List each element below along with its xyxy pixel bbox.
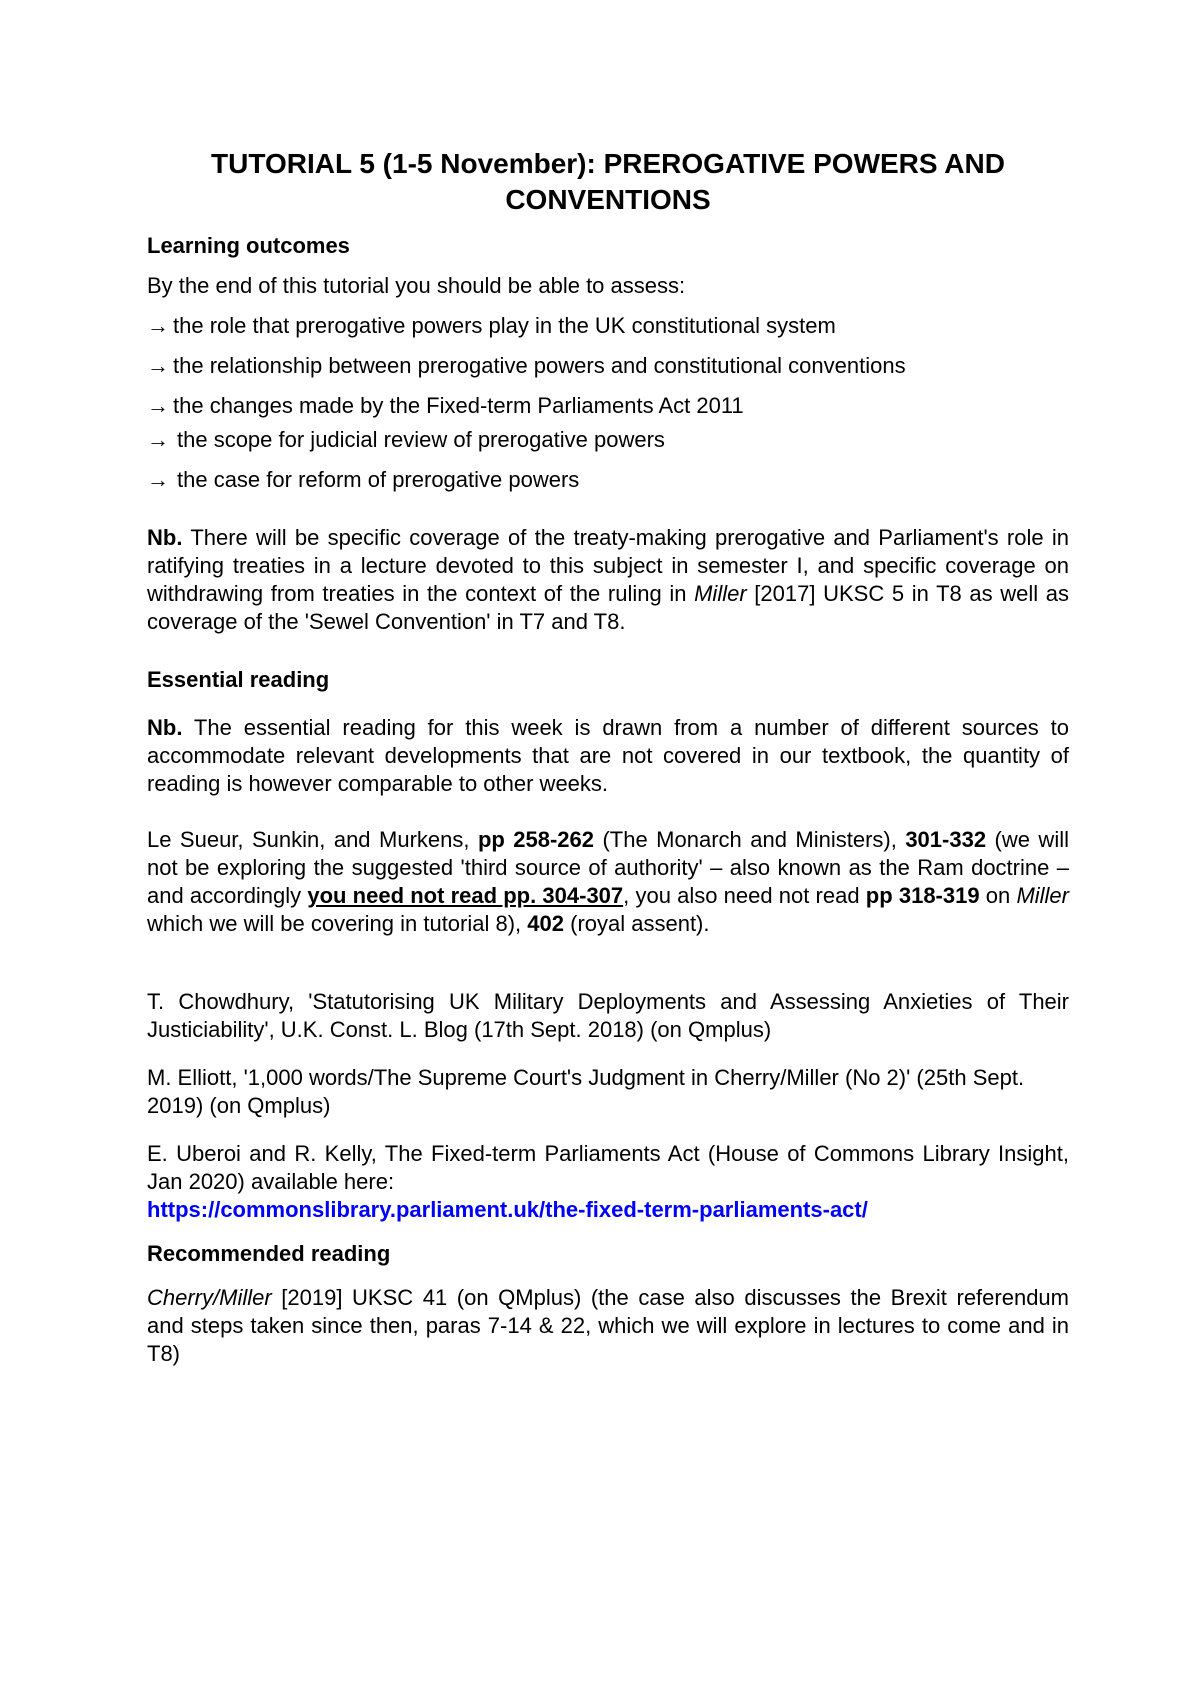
nb-text: There will be specific coverage of the treaty-making prerogative and Parliament's role in ratifying treaties in a lecture devoted to this subject in semester I, and specific coverage on withdrawing from treaties in the context of the ruling in [147, 525, 1069, 606]
reading-reference: M. Elliott, '1,000 words/The Supreme Court's Judgment in Cherry/Miller (No 2)' (25th Sept. 2019) (on Qmplus) [147, 1065, 1025, 1118]
outcome-text: the scope for judicial review of prerogative powers [177, 427, 665, 452]
arrow-icon: → [147, 313, 169, 338]
emphasis-note: you need not read pp. 304-307 [307, 883, 624, 908]
reading-reference [147, 826, 1069, 938]
case-name: Miller [694, 581, 747, 606]
essential-reading-heading: Essential reading [147, 667, 330, 692]
reading-reference [147, 1140, 1069, 1224]
nb-text: The essential reading for this week is drawn from a number of different sources to accommodate relevant developments that are not covered in our textbook, the quantity of reading is however comparable to other weeks. [147, 715, 1069, 796]
page-title [147, 146, 1069, 218]
outcome-text: the case for reform of prerogative powers [177, 467, 580, 492]
essential-nb-paragraph [147, 714, 1069, 798]
outcome-item [147, 312, 1069, 340]
arrow-icon: → [147, 427, 169, 452]
title-line-1: TUTORIAL 5 (1-5 November): PREROGATIVE POWERS AND [211, 148, 1005, 179]
page-range: pp 258-262 [477, 827, 595, 852]
ref-text: (we will not be exploring the suggested 'third source of authority' – also known as the Ram doctrine – and accordingly [147, 827, 1069, 908]
ref-text: on [979, 883, 1017, 908]
recommended-reading-heading: Recommended reading [147, 1241, 391, 1266]
case-name: Cherry/Miller [147, 1285, 272, 1310]
outcome-text: the changes made by the Fixed-term Parliaments Act 2011 [173, 393, 744, 418]
recommended-reference [147, 1284, 1069, 1368]
outcome-item [147, 352, 1069, 380]
ref-text: [2019] UKSC 41 (on QMplus) (the case also discusses the Brexit referendum and steps taken since then, paras 7-14 & 22, which we will explore in lectures to come and in T8) [147, 1285, 1069, 1366]
case-name: Miller [1016, 883, 1069, 908]
outcome-text: the role that prerogative powers play in the UK constitutional system [173, 313, 836, 338]
outcome-item [147, 466, 1069, 494]
page-range: 402 [527, 911, 564, 936]
ref-text: , you also need not read [623, 883, 866, 908]
page-range: pp 318-319 [865, 883, 980, 908]
ref-text: Le Sueur, Sunkin, and Murkens, [147, 827, 478, 852]
arrow-icon: → [147, 393, 169, 418]
nb-label: Nb. [147, 715, 183, 740]
learning-outcomes-intro: By the end of this tutorial you should be able to assess: [147, 273, 686, 298]
ref-text: (The Monarch and Ministers), [594, 827, 906, 852]
title-line-2: CONVENTIONS [505, 184, 711, 215]
ref-text: which we will be covering in tutorial 8), [147, 911, 528, 936]
page-range: 301-332 [905, 827, 987, 852]
outcome-item [147, 392, 1069, 420]
arrow-icon: → [147, 467, 169, 492]
commons-library-link[interactable]: https://commonslibrary.parliament.uk/the-fixed-term-parliaments-act/ [147, 1197, 868, 1222]
ref-text: E. Uberoi and R. Kelly, The Fixed-term Parliaments Act (House of Commons Library Insight, Jan 2020) available here: [147, 1141, 1069, 1194]
reading-reference: T. Chowdhury, 'Statutorising UK Military Deployments and Assessing Anxieties of Their Justiciability', U.K. Const. L. Blog (17th Sept. 2018) (on Qmplus) [147, 989, 1069, 1042]
nb-paragraph [147, 524, 1069, 636]
nb-label: Nb. [147, 525, 183, 550]
outcome-item [147, 426, 1069, 454]
outcome-text: the relationship between prerogative powers and constitutional conventions [173, 353, 906, 378]
ref-text: (royal assent). [564, 911, 710, 936]
learning-outcomes-heading: Learning outcomes [147, 233, 350, 258]
nb-text: [2017] UKSC 5 in T8 as well as coverage of the 'Sewel Convention' in T7 and T8. [147, 581, 1069, 634]
arrow-icon: → [147, 353, 169, 378]
